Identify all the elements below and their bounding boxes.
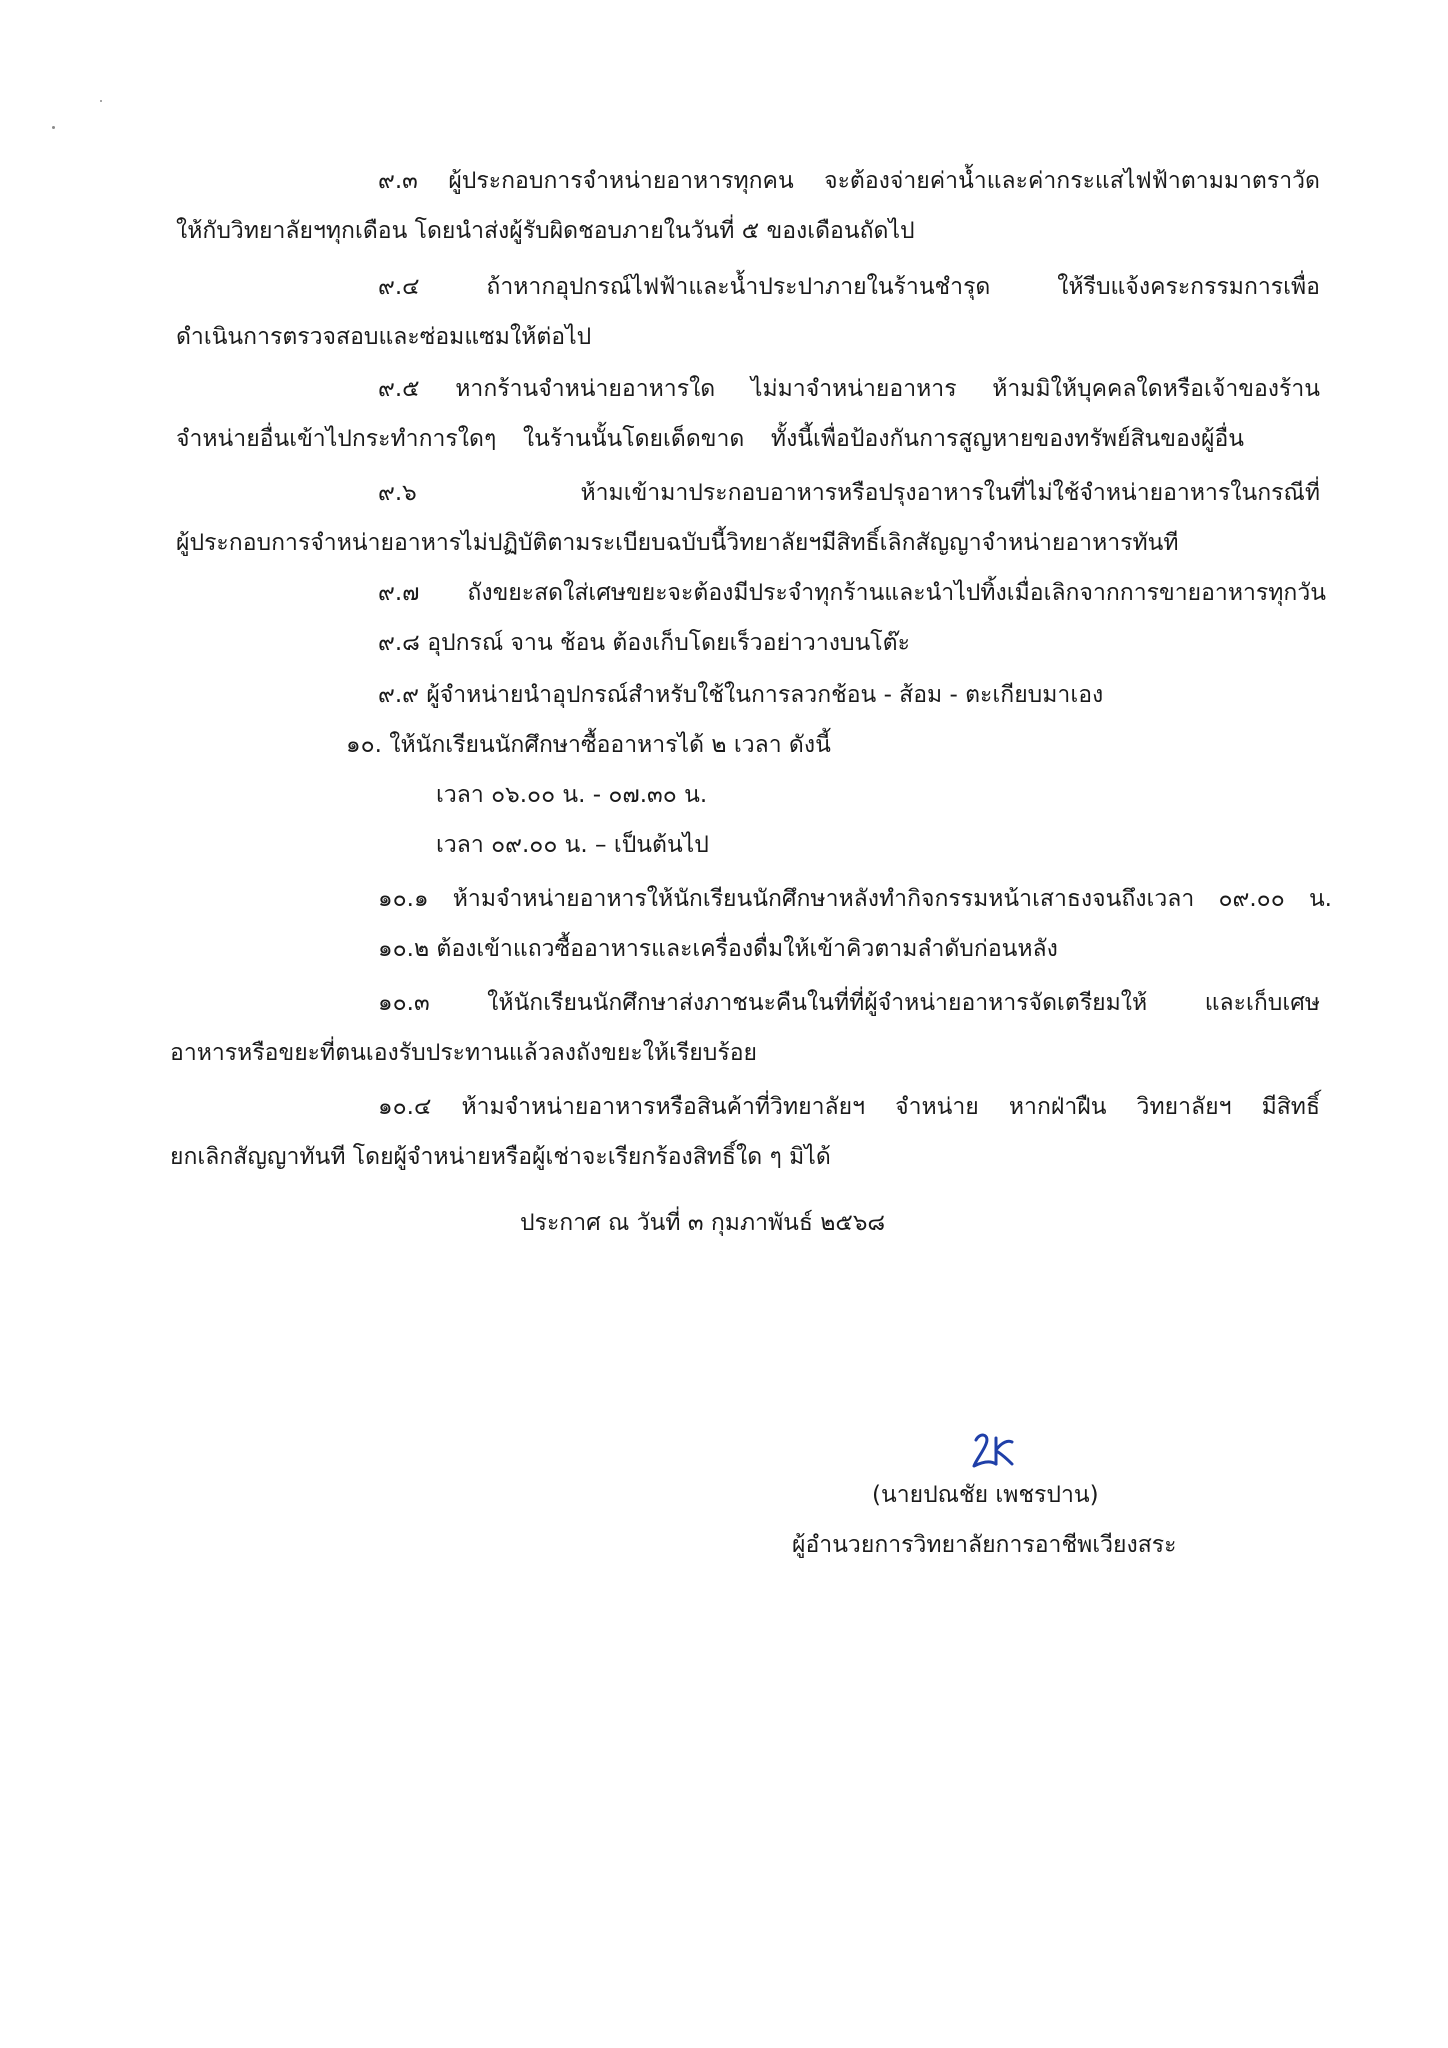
scan-speck (52, 126, 55, 129)
item-9-7: ๙.๗ ถังขยะสดใส่เศษขยะจะต้องมีประจำทุกร้านและนำไปทิ้งเมื่อเลิกจากการขายอาหารทุกวัน (378, 580, 1326, 606)
item-10-1: ๑๐.๑ ห้ามจำหน่ายอาหารให้นักเรียนนักศึกษาหลังทำกิจกรรมหน้าเสาธงจนถึงเวลา ๐๙.๐๐ น. (378, 886, 1332, 912)
item-10-3-line-1: ๑๐.๓ ให้นักเรียนนักศึกษาส่งภาชนะคืนในที่ที่ผู้จำหน่ายอาหารจัดเตรียมให้ และเก็บเศษ (378, 990, 1320, 1016)
item-10-4-line-1: ๑๐.๔ ห้ามจำหน่ายอาหารหรือสินค้าที่วิทยาลัยฯ จำหน่าย หากฝ่าฝืน วิทยาลัยฯ มีสิทธิ์ (378, 1094, 1320, 1120)
item-9-8: ๙.๘ อุปกรณ์ จาน ช้อน ต้องเก็บโดยเร็วอย่าวางบนโต๊ะ (378, 630, 910, 656)
item-9-3-line-1: ๙.๓ ผู้ประกอบการจำหน่ายอาหารทุกคน จะต้องจ่ายค่าน้ำและค่ากระแสไฟฟ้าตามมาตราวัด (378, 168, 1320, 194)
item-10-time-2: เวลา ๐๙.๐๐ น. – เป็นต้นไป (436, 832, 709, 858)
signatory-name: (นายปณชัย เพชรปาน) (872, 1482, 1099, 1508)
item-9-5-line-2: จำหน่ายอื่นเข้าไปกระทำการใดๆ ในร้านนั้นโดยเด็ดขาด ทั้งนี้เพื่อป้องกันการสูญหายของทรัพย์สินของผู้อื่น (176, 426, 1244, 452)
item-9-6-line-2: ผู้ประกอบการจำหน่ายอาหารไม่ปฏิบัติตามระเบียบฉบับนี้วิทยาลัยฯมีสิทธิ์เลิกสัญญาจำหน่ายอาหารทันที (176, 530, 1179, 556)
item-10-2: ๑๐.๒ ต้องเข้าแถวซื้ออาหารและเครื่องดื่มให้เข้าคิวตามลำดับก่อนหลัง (378, 936, 1058, 962)
item-10-time-1: เวลา ๐๖.๐๐ น. - ๐๗.๓๐ น. (436, 782, 708, 808)
signatory-position: ผู้อำนวยการวิทยาลัยการอาชีพเวียงสระ (792, 1532, 1177, 1558)
item-9-3-line-2: ให้กับวิทยาลัยฯทุกเดือน โดยนำส่งผู้รับผิดชอบภายในวันที่ ๕ ของเดือนถัดไป (176, 218, 915, 244)
item-10: ๑๐. ให้นักเรียนนักศึกษาซื้ออาหารได้ ๒ เวลา ดังนี้ (346, 732, 831, 758)
scan-speck (100, 100, 102, 102)
item-9-5-line-1: ๙.๕ หากร้านจำหน่ายอาหารใด ไม่มาจำหน่ายอาหาร ห้ามมิให้บุคคลใดหรือเจ้าของร้าน (378, 376, 1320, 402)
announcement-date: ประกาศ ณ วันที่ ๓ กุมภาพันธ์ ๒๕๖๘ (520, 1210, 886, 1236)
item-9-4-line-2: ดำเนินการตรวจสอบและซ่อมแซมให้ต่อไป (176, 324, 592, 350)
item-9-6-line-1: ๙.๖ ห้ามเข้ามาประกอบอาหารหรือปรุงอาหารในที่ไม่ใช้จำหน่ายอาหารในกรณีที่ (378, 480, 1320, 506)
item-9-4-line-1: ๙.๔ ถ้าหากอุปกรณ์ไฟฟ้าและน้ำประปาภายในร้านชำรุด ให้รีบแจ้งคระกรรมการเพื่อ (378, 274, 1320, 300)
signature-mark (968, 1430, 1016, 1470)
item-9-9: ๙.๙ ผู้จำหน่ายนำอุปกรณ์สำหรับใช้ในการลวกช้อน - ส้อม - ตะเกียบมาเอง (378, 682, 1104, 708)
item-10-3-line-2: อาหารหรือขยะที่ตนเองรับประทานแล้วลงถังขยะให้เรียบร้อย (170, 1040, 758, 1066)
item-10-4-line-2: ยกเลิกสัญญาทันที โดยผู้จำหน่ายหรือผู้เช่าจะเรียกร้องสิทธิ์ใด ๆ มิได้ (170, 1144, 831, 1170)
